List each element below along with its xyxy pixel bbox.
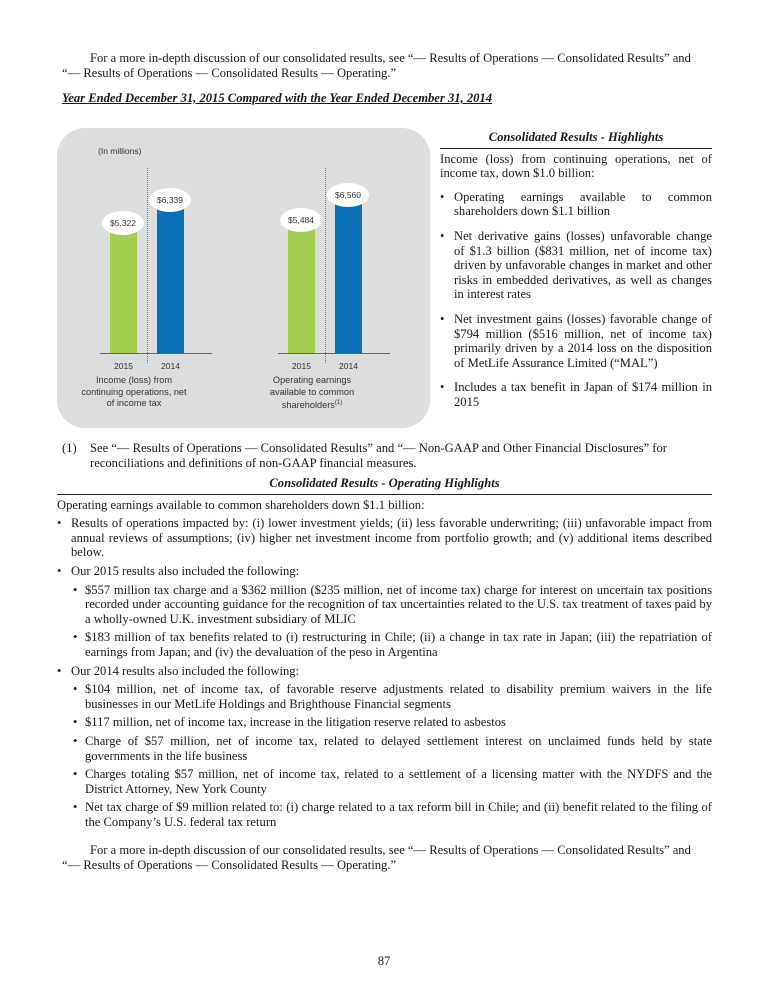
operating-subitem: • Net tax charge of $9 million related to: (i) charge related to a tax reform bill in Chile; and (ii) benefit related to the filing of the Company’s U.S. federal tax return (57, 800, 712, 829)
operating-section (57, 476, 712, 873)
year-label: 2014 (339, 361, 358, 371)
year-label: 2015 (292, 361, 311, 371)
page-number: 87 (377, 954, 391, 968)
footnote-ref: (1) (334, 400, 343, 406)
highlights-title: Consolidated Results - Highlights (488, 130, 664, 144)
highlight-item: • Net investment gains (losses) favorable change of $794 million ($516 million, net of income tax) primarily driven by a 2014 loss on the disposition of MetLife Assurance Limited (“MAL”) (440, 312, 712, 370)
operating-subitem: • $117 million, net of income tax, increase in the litigation reserve related to asbestos (57, 715, 712, 730)
outro-line-2: “— Results of Operations — Consolidated Results — Operating.” (62, 858, 397, 873)
axis-line (278, 353, 390, 354)
operating-item: • Our 2015 results also included the following: (57, 564, 712, 579)
operating-subitem: • $183 million of tax benefits related to (i) restructuring in Chile; (ii) a change in tax rate in Japan; (iii) the repatriation of earnings from Japan; and (iv) the devaluation of the peso in Argentina (57, 630, 712, 659)
operating-lead: Operating earnings available to common shareholders down $1.1 billion: (57, 497, 425, 512)
group-caption (79, 375, 189, 410)
bar-2015 (288, 228, 315, 353)
operating-subitem: • $557 million tax charge and a $362 million ($235 million, net of income tax) charge for interest on uncertain tax positions recorded under accounting guidance for the recognition of tax uncertainties related to the U.S. tax treatment of taxes paid by a wholly-owned U.K. investment subsidiary of MLIC (57, 583, 712, 627)
divider (57, 494, 712, 495)
bar-2014 (335, 203, 362, 353)
operating-title: Consolidated Results - Operating Highlights (269, 476, 500, 490)
highlights-column (440, 130, 712, 410)
operating-subitem: • Charges totaling $57 million, net of income tax, related to a settlement of a licensing matter with the NYDFS and the District Attorney, New York County (57, 767, 712, 796)
footnote-text: See “— Results of Operations — Consolidated Results” and “— Non-GAAP and Other Financial Disclosures” for reconciliations and definitions of non-GAAP financial measures. (90, 441, 667, 470)
divider-dotted (325, 168, 326, 363)
year-label: 2014 (161, 361, 180, 371)
caption-text: Income (loss) from continuing operations, net of income tax (81, 375, 187, 408)
divider (440, 148, 712, 149)
outro-line-1: For a more in-depth discussion of our consolidated results, see “— Results of Operations — Consolidated Results” and (90, 843, 691, 858)
operating-subitem: • Charge of $57 million, net of income tax, related to delayed settlement interest on unclaimed funds held by state governments in the life business (57, 734, 712, 763)
unit-label: (In millions) (98, 146, 142, 156)
caption-text: Operating earnings available to common shareholders (269, 375, 355, 411)
data-label: $6,339 (149, 188, 191, 212)
highlights-lead: Income (loss) from continuing operations, net of income tax, down $1.0 billion: (440, 151, 712, 181)
divider-dotted (147, 168, 148, 363)
year-label: 2015 (114, 361, 133, 371)
intro-line-1: For a more in-depth discussion of our consolidated results, see “— Results of Operations — Consolidated Results” and (90, 51, 691, 65)
highlight-item: • Net derivative gains (losses) unfavorable change of $1.3 billion ($831 million, net of income tax) driven by unfavorable changes in market and other risks in embedded derivatives, as well as changes in interest rates (440, 229, 712, 302)
highlight-item: • Includes a tax benefit in Japan of $174 million in 2015 (440, 380, 712, 409)
data-label: $6,560 (327, 183, 369, 207)
section-heading: Year Ended December 31, 2015 Compared with the Year Ended December 31, 2014 (62, 91, 493, 105)
chart-panel (57, 128, 430, 428)
group-caption (257, 375, 367, 412)
intro-line-2: “— Results of Operations — Consolidated Results — Operating.” (62, 66, 397, 80)
bar-2015 (110, 231, 137, 353)
data-label: $5,484 (280, 208, 322, 232)
data-label: $5,322 (102, 211, 144, 235)
axis-line (100, 353, 212, 354)
highlight-item: • Operating earnings available to common shareholders down $1.1 billion (440, 190, 712, 219)
footnote-mark: (1) (62, 441, 77, 455)
operating-subitem: • $104 million, net of income tax, of favorable reserve adjustments related to disability premium waivers in the life businesses in our MetLife Holdings and Brighthouse Financial segments (57, 682, 712, 711)
operating-item: • Results of operations impacted by: (i) lower investment yields; (ii) less favorable underwriting; (iii) unfavorable impact from annual reviews of assumptions; (iv) higher net investment income from portfolio growth; and (v) additional items described below. (57, 516, 712, 560)
operating-body (57, 498, 712, 830)
bar-2014 (157, 208, 184, 353)
operating-item: • Our 2014 results also included the following: (57, 664, 712, 679)
